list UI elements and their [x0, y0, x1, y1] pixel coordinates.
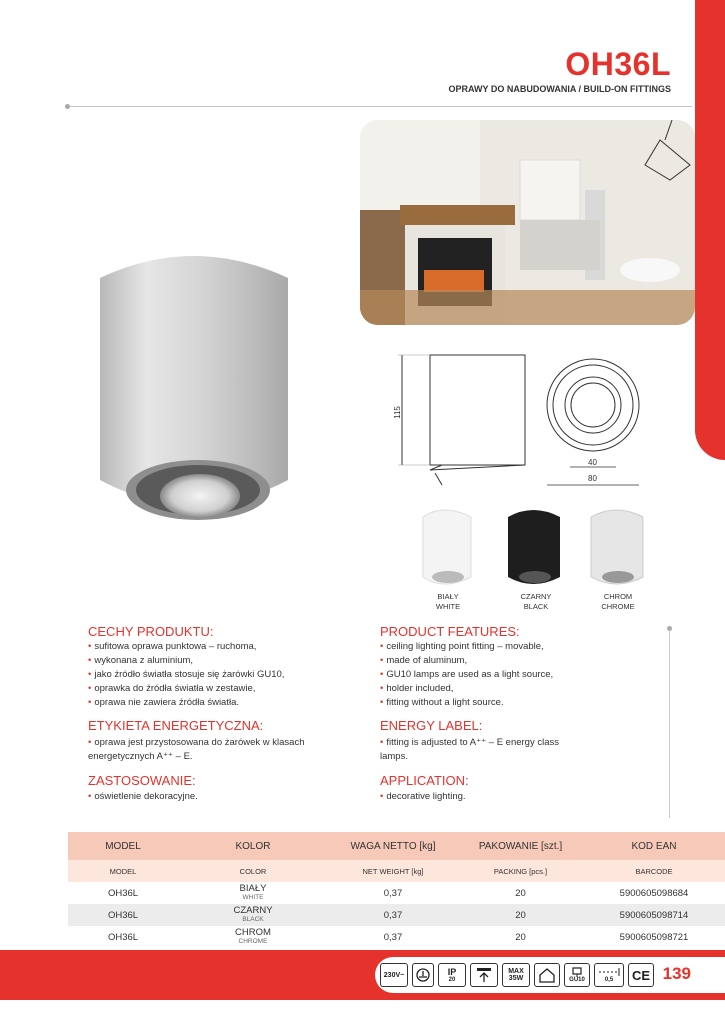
- list-item: • fitting is adjusted to A⁺⁺ – E energy class lamps.: [380, 736, 560, 764]
- subheader-color: COLOR: [239, 866, 267, 876]
- header-color: KOLOR: [235, 840, 271, 852]
- pl-features-title: CECHY PRODUKTU:: [88, 624, 214, 639]
- divider-dot: [667, 626, 672, 631]
- list-item: • decorative lighting.: [380, 790, 620, 804]
- distance-icon: 0,5: [594, 963, 624, 987]
- color-variants: [415, 505, 665, 590]
- en-energy-title: ENERGY LABEL:: [380, 718, 483, 733]
- height-dimension: 115: [392, 406, 402, 419]
- list-item: • jako źródło światła stosuje się żarówki GU10,: [88, 668, 348, 682]
- cell-model: OH36L: [107, 931, 139, 943]
- cell-color: BIAŁY WHITE: [239, 883, 267, 901]
- list-item: • wykonana z aluminium,: [88, 654, 348, 668]
- header-packing: PAKOWANIE [szt.]: [478, 840, 563, 852]
- max-power-icon: MAX 35W: [502, 963, 530, 987]
- list-item: • ceiling lighting point fitting – movable,: [380, 640, 650, 654]
- subheader-packing: PACKING [pcs.]: [493, 866, 548, 876]
- cell-ean: 5900605098714: [619, 909, 689, 921]
- ip-rating-icon: IP 20: [438, 963, 466, 987]
- pl-features-list: [88, 640, 348, 710]
- cell-color: CHROM CHROME: [235, 927, 271, 945]
- header-divider: [68, 106, 692, 107]
- inner-diameter: 40: [588, 458, 597, 467]
- indoor-icon: [534, 963, 560, 987]
- page-number: 139: [662, 964, 691, 983]
- cell-weight: 0,37: [383, 909, 403, 921]
- product-image: [88, 240, 298, 530]
- cell-ean: 5900605098684: [619, 887, 689, 899]
- table-subheader: [68, 860, 725, 882]
- cell-packing: 20: [515, 931, 526, 943]
- table-header: [68, 832, 725, 860]
- variant-chrome-label: CHROM CHROME: [601, 592, 635, 611]
- cell-weight: 0,37: [383, 931, 403, 943]
- bulb-socket-icon: GU10: [564, 963, 590, 987]
- pl-application-list: [88, 790, 328, 804]
- list-item: • made of aluminum,: [380, 654, 650, 668]
- cell-packing: 20: [515, 909, 526, 921]
- list-item: • fitting without a light source.: [380, 696, 650, 710]
- list-item: • oświetlenie dekoracyjne.: [88, 790, 328, 804]
- product-table: [68, 832, 725, 948]
- cell-weight: 0,37: [383, 887, 403, 899]
- en-features-list: [380, 640, 650, 710]
- pl-energy-title: ETYKIETA ENERGETYCZNA:: [88, 718, 264, 733]
- product-title: OH36L: [565, 46, 671, 82]
- en-energy-list: [380, 736, 560, 764]
- header-ean: KOD EAN: [631, 840, 677, 852]
- cell-model: OH36L: [107, 909, 139, 921]
- class-ii-icon: [412, 963, 434, 987]
- outer-diameter: 80: [588, 474, 597, 483]
- list-item: • holder included,: [380, 682, 650, 696]
- cell-color: CZARNY BLACK: [233, 905, 273, 923]
- pl-energy-list: [88, 736, 328, 764]
- right-divider: [669, 630, 670, 818]
- header-weight: WAGA NETTO [kg]: [350, 840, 436, 852]
- side-accent-tab: [695, 0, 725, 460]
- list-item: • GU10 lamps are used as a light source,: [380, 668, 650, 682]
- interior-photo: [360, 120, 695, 325]
- product-subtitle: OPRAWY DO NABUDOWANIA / BUILD-ON FITTINGS: [448, 84, 671, 94]
- subheader-model: MODEL: [109, 866, 137, 876]
- pl-application-title: ZASTOSOWANIE:: [88, 773, 196, 788]
- table-row: [68, 926, 725, 948]
- ce-mark-icon: CE: [628, 963, 654, 987]
- cell-packing: 20: [515, 887, 526, 899]
- en-application-list: [380, 790, 620, 804]
- en-application-title: APPLICATION:: [380, 773, 469, 788]
- cell-ean: 5900605098721: [619, 931, 689, 943]
- table-row: [68, 904, 725, 926]
- header-model: MODEL: [105, 840, 141, 852]
- list-item: • oprawa nie zawiera źródła światła.: [88, 696, 348, 710]
- table-row: [68, 882, 725, 904]
- list-item: • oprawa jest przystosowana do żarówek w klasach energetycznych A⁺⁺ – E.: [88, 736, 328, 764]
- subheader-ean: BARCODE: [635, 866, 673, 876]
- divider-dot: [65, 104, 70, 109]
- cell-model: OH36L: [107, 887, 139, 899]
- list-item: • sufitowa oprawa punktowa – ruchoma,: [88, 640, 348, 654]
- voltage-icon: 230V~: [380, 963, 408, 987]
- variant-black-label: CZARNY BLACK: [520, 592, 552, 611]
- adjustable-icon: [470, 963, 498, 987]
- en-features-title: PRODUCT FEATURES:: [380, 624, 520, 639]
- list-item: • oprawka do źródła światła w zestawie,: [88, 682, 348, 696]
- technical-drawing: [380, 345, 660, 495]
- subheader-weight: NET WEIGHT [kg]: [362, 866, 424, 876]
- variant-white-label: BIAŁY WHITE: [435, 592, 461, 611]
